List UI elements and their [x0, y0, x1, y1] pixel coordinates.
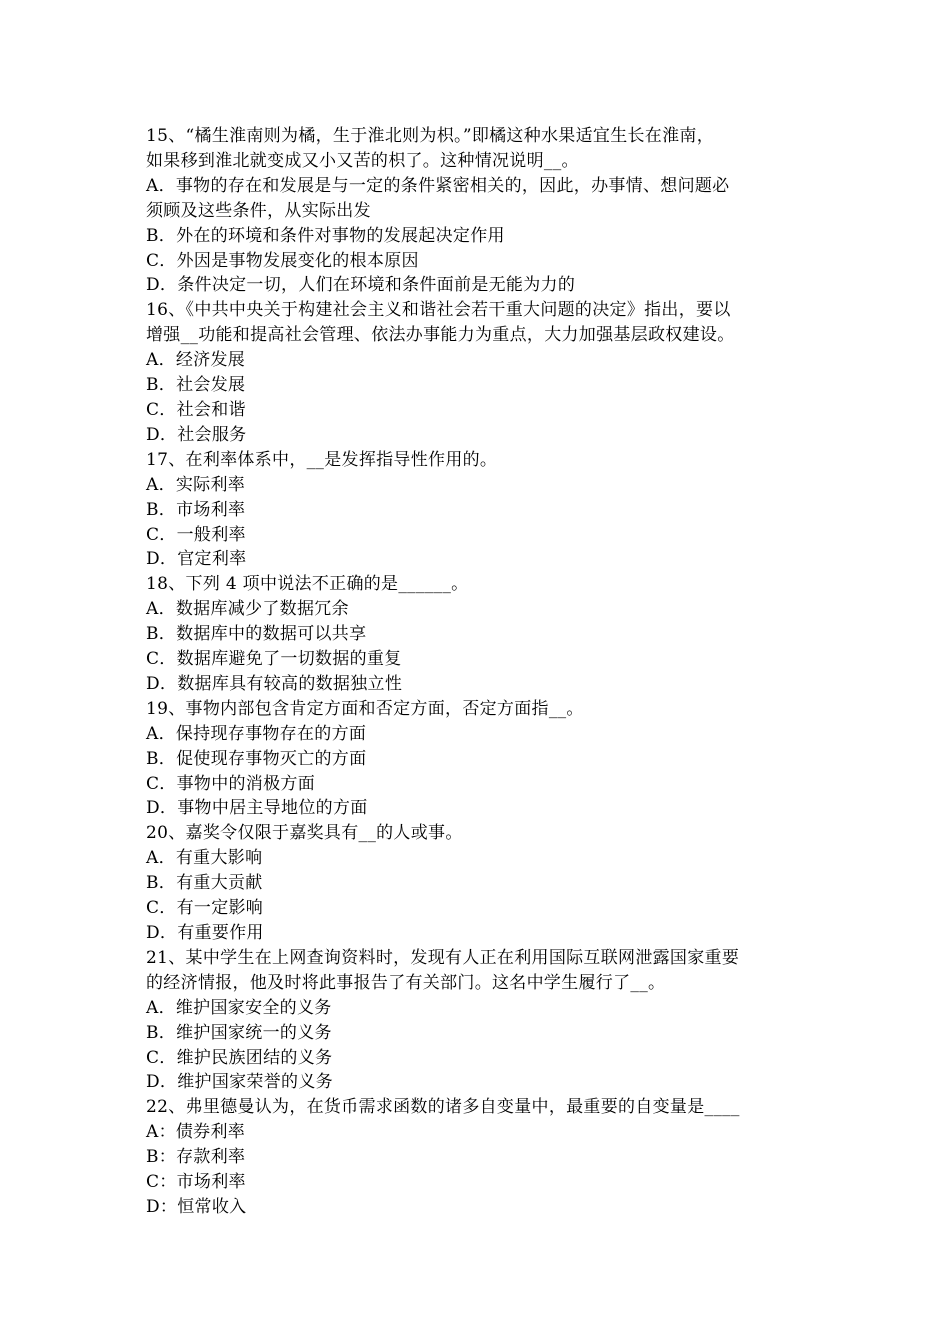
answer-option: C．一般利率: [146, 524, 246, 545]
answer-option: D．维护国家荣誉的义务: [146, 1072, 333, 1093]
question-stem-line: 18、下列 4 项中说法不正确的是______。: [146, 574, 469, 595]
answer-option: D．官定利率: [146, 549, 247, 570]
answer-option: C：市场利率: [146, 1172, 246, 1193]
answer-option: C．事物中的消极方面: [146, 773, 316, 794]
question-15: [146, 124, 810, 298]
answer-option: 须顾及这些条件，从实际出发: [146, 200, 371, 221]
answer-option: A．保持现存事物存在的方面: [146, 723, 367, 744]
question-21: [146, 946, 810, 1095]
answer-option: B．外在的环境和条件对事物的发展起决定作用: [146, 225, 505, 246]
answer-option: D．事物中居主导地位的方面: [146, 798, 368, 819]
answer-option: D．数据库具有较高的数据独立性: [146, 673, 403, 694]
answer-option: C．社会和谐: [146, 399, 246, 420]
question-stem-line: 16、《中共中央关于构建社会主义和谐社会若干重大问题的决定》指出，要以: [146, 300, 731, 321]
answer-option: B．有重大贡献: [146, 873, 263, 894]
answer-option: A．维护国家安全的义务: [146, 997, 332, 1018]
answer-option: B．促使现存事物灭亡的方面: [146, 748, 367, 769]
question-17: [146, 448, 810, 573]
answer-option: A．实际利率: [146, 474, 246, 495]
answer-option: C．外因是事物发展变化的根本原因: [146, 250, 419, 271]
answer-option: A：债券利率: [146, 1122, 246, 1143]
question-16: [146, 298, 810, 447]
answer-option: C．有一定影响: [146, 898, 264, 919]
answer-option: B．社会发展: [146, 375, 246, 396]
question-stem-line: 21、某中学生在上网查询资料时，发现有人正在利用国际互联网泄露国家重要: [146, 947, 740, 968]
question-18: [146, 572, 810, 697]
answer-option: C．数据库避免了一切数据的重复: [146, 649, 402, 670]
answer-option: D：恒常收入: [146, 1196, 247, 1217]
answer-option: A．经济发展: [146, 350, 246, 371]
question-list: [146, 124, 810, 1220]
question-stem-line: 增强__功能和提高社会管理、依法办事能力为重点，大力加强基层政权建设。: [146, 325, 735, 346]
answer-option: A．有重大影响: [146, 848, 263, 869]
question-20: [146, 821, 810, 946]
question-22: [146, 1095, 810, 1220]
answer-option: B：存款利率: [146, 1147, 246, 1168]
question-stem-line: 15、“橘生淮南则为橘，生于淮北则为枳。”即橘这种水果适宜生长在淮南，: [146, 126, 715, 146]
answer-option: A．事物的存在和发展是与一定的条件紧密相关的，因此，办事情、想问题必: [146, 175, 730, 196]
answer-option: D．有重要作用: [146, 923, 264, 943]
answer-option: B．市场利率: [146, 499, 246, 520]
answer-option: C．维护民族团结的义务: [146, 1047, 333, 1068]
answer-option: D．社会服务: [146, 424, 247, 445]
question-stem-line: 17、在利率体系中，__是发挥指导性作用的。: [146, 449, 498, 470]
question-stem-line: 如果移到淮北就变成又小又苦的枳了。这种情况说明__。: [146, 150, 579, 171]
question-stem-line: 20、嘉奖令仅限于嘉奖具有__的人或事。: [146, 823, 463, 844]
question-19: [146, 697, 810, 822]
question-stem-line: 19、事物内部包含肯定方面和否定方面，否定方面指__。: [146, 698, 584, 719]
answer-option: A．数据库减少了数据冗余: [146, 599, 349, 620]
answer-option: B．数据库中的数据可以共享: [146, 624, 367, 645]
question-stem-line: 的经济情报，他及时将此事报告了有关部门。这名中学生履行了__。: [146, 972, 666, 993]
answer-option: B．维护国家统一的义务: [146, 1022, 332, 1043]
answer-option: D．条件决定一切，人们在环境和条件面前是无能为力的: [146, 275, 576, 296]
question-stem-line: 22、弗里德曼认为，在货币需求函数的诸多自变量中，最重要的自变量是____: [146, 1097, 740, 1118]
